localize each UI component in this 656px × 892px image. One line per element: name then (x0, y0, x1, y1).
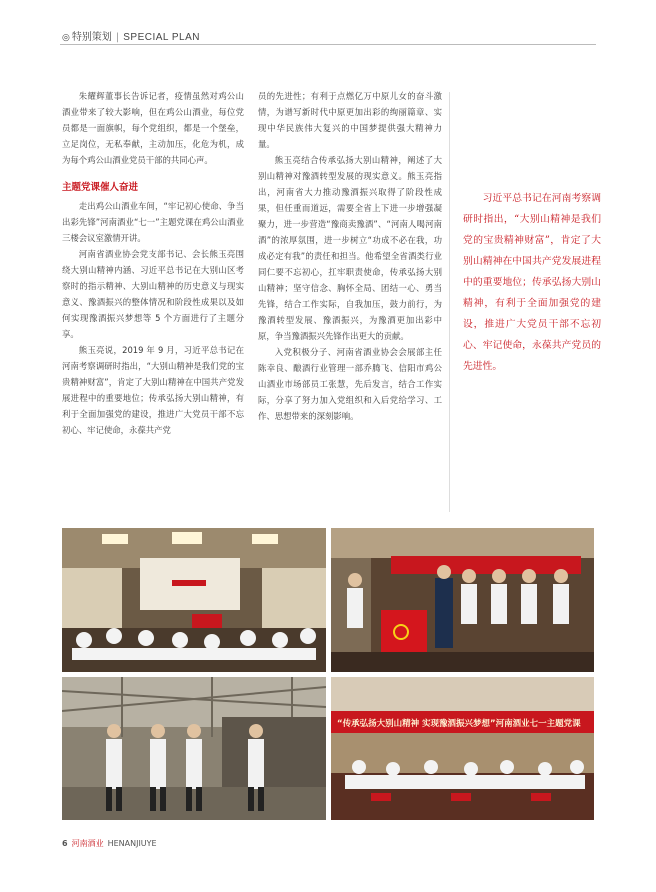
column-divider (449, 92, 450, 512)
section-title-en: SPECIAL PLAN (123, 32, 201, 43)
header-separator: | (115, 32, 120, 43)
paragraph: 入党积极分子、河南省酒业协会会展部主任陈幸良、酿酒行业管理一部乔腾飞、信阳市鸡公山酒业市场部员工张慧，先后发言，结合工作实际，分享了努力加入党组织和入后党给学习、工作、思想带来的深刻影响。 (258, 347, 442, 421)
banner-text: “传承弘扬大别山精神 实现豫酒振兴梦想”河南酒业七一主题党课 (337, 719, 581, 729)
photo-lecture-hall (62, 528, 326, 672)
page-header (62, 28, 200, 43)
pull-quote: 习近平总书记在河南考察调研时指出，“大别山精神是我们党的宝贵精神财富”，肯定了大别山精神在中国共产党发展进程中的重要地位；传承弘扬大别山精神，有利于全面加强党的建设，推进广大党员干部不忘初心、牢记使命，永葆共产党员的先进性。 (463, 193, 601, 372)
magazine-name-cn: 河南酒业 (71, 839, 104, 848)
paragraph: 朱耀辉董事长告诉记者，疫情虽然对鸡公山酒业带来了较大影响，但在鸡公山酒业，每位党员都是一面旗帜，每个党组织，都是一个堡垒，立足岗位，无私奉献，主动加压，化危为机，成为每个鸡公山酒业党员干部的共同心声。 (62, 91, 244, 165)
section-heading: 主题党课催人奋进 (62, 182, 139, 193)
photo-oath-ceremony (331, 528, 594, 672)
header-rule (60, 44, 596, 45)
magazine-name-en: HENANJIUYE (107, 839, 157, 848)
paragraph: 员的先进性；有利于点燃亿万中原儿女的奋斗激情，为谱写新时代中原更加出彩的绚丽篇章、实现中华民族伟大复兴的中国梦提供强大精神力量。 (258, 91, 442, 149)
paragraph: 河南省酒业协会党支部书记、会长熊玉亮围绕大别山精神内涵、习近平总书记在大别山区考察时的指示精神、大别山精神的历史意义与现实意义、豫酒振兴的整体情况和阶段性成果以及如何实现豫酒振兴梦想等 5 个方面进行了主题分享。 (62, 249, 244, 339)
bullet-icon: ◎ (62, 33, 70, 43)
page-number: 6 (62, 839, 68, 848)
photo-meeting-banner (331, 677, 594, 820)
article-column-2 (258, 88, 442, 424)
page-footer (62, 838, 157, 849)
paragraph: 熊玉亮结合传承弘扬大别山精神，阐述了大别山精神对豫酒转型发展的现实意义。熊玉亮指出，河南省大力推动豫酒振兴取得了阶段性成果，但任重而道远，需要全省上下进一步增强凝聚力，进一步营造“豫商卖豫酒”、“河南人喝河南酒”的浓厚氛围，进一步树立“功成不必在我，功成必定有我”的责任和担当。他希望全省酒类行业同仁要不忘初心，扛牢职责使命，传承弘扬大别山精神；坚守信念、胸怀全局、团结一心、勇当先锋，结合工作实际，自我加压，鼓力前行，为豫酒转型发展、豫酒振兴，为豫酒更加出彩中原，争当豫酒振兴先锋作出更大的贡献。 (258, 155, 442, 341)
article-column-1 (62, 88, 244, 438)
photo-factory-visit (62, 677, 326, 820)
section-title-cn: 特别策划 (71, 32, 112, 43)
paragraph: 熊玉亮说，2019 年 9 月，习近平总书记在河南考察调研时指出，“大别山精神是我们党的宝贵精神财富”，肯定了大别山精神在中国共产党发展进程中的重要地位；传承弘扬大别山精神，有利于全面加强党的建设，推进广大党员干部不忘初心、牢记使命，永葆共产党 (62, 345, 244, 435)
paragraph: 走出鸡公山酒业车间，“牢记初心使命、争当出彩先锋”河南酒业“七一”主题党课在鸡公山酒业三楼会议室激情开讲。 (62, 201, 244, 243)
